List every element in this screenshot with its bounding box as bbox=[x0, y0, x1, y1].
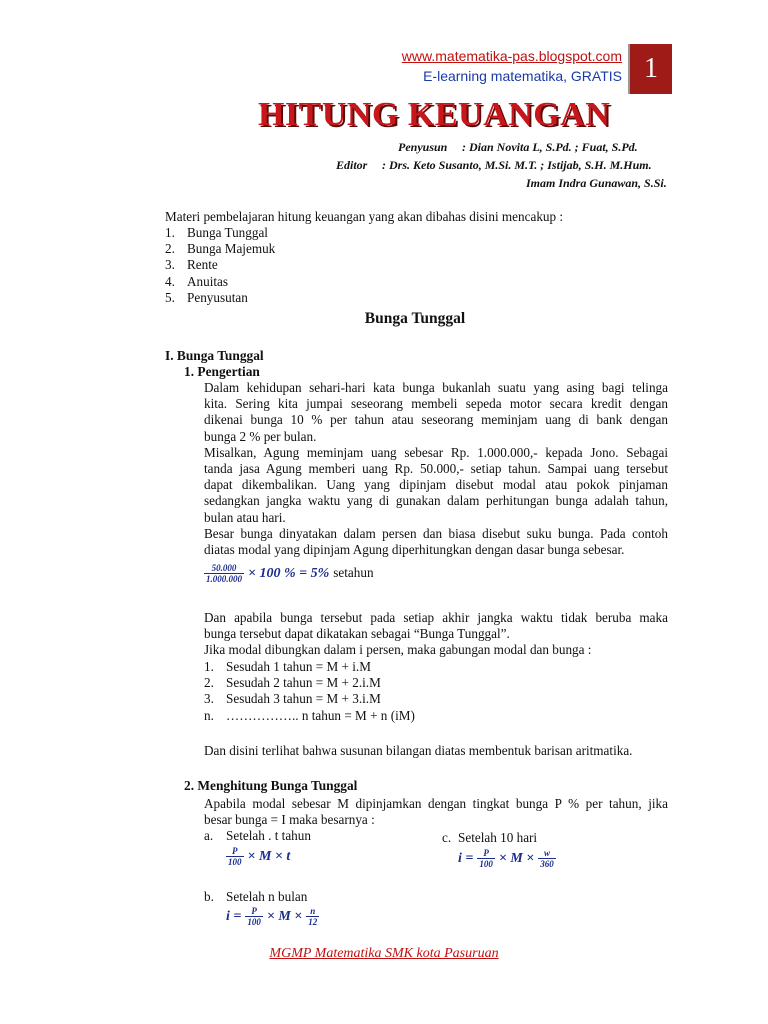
penyusun-value: : Dian Novita L, S.Pd. ; Fuat, S.Pd. bbox=[462, 140, 638, 154]
case-a-label: a. Setelah . t tahun bbox=[204, 828, 311, 843]
formula-suku-bunga: $\frac{50.000}{1.000.000}$ × 100 % = 5% setahun bbox=[206, 563, 374, 584]
document-title: HITUNG KEUANGAN bbox=[258, 96, 611, 133]
list-item: 4. Anuitas bbox=[165, 273, 229, 289]
paragraph-bunga-tunggal: Dan apabila bunga tersebut pada setiap akhir jangka waktu tidak beruba maka bunga tersebut dapat dikatakan sebagai “Bunga Tunggal”. Jika modal dibungkan dalam i persen, maka gabungan modal dan bunga : bbox=[204, 610, 668, 658]
formula-fraction: $\frac{50.000}{1.000.000}$ bbox=[206, 563, 242, 584]
list-item: 3. Rente bbox=[165, 257, 218, 273]
editor-value: : Drs. Keto Susanto, M.Si. M.T. ; Istijab, S.H. M.Hum. bbox=[382, 158, 652, 172]
subsection-heading-pengertian: 1. Pengertian bbox=[184, 364, 260, 379]
paragraph-pengertian: Dalam kehidupan sehari-hari kata bunga bukanlah suatu yang asing bagi telinga kita. Sering kita jumpai seseorang membeli sepeda motor secara kredit dengan dikenai bunga 10 % per tahun atau seseorang meminjam uang di bank dengan bunga 2 % per bulan. Misalkan, Agung meminjam uang sebesar Rp. 1.000.000,- kepada Jono. Sebagai tanda jasa Agung memberi uang Rp. 50.000,- setiap tahun. Sampai uang tersebut dapat dikembalikan. Uang yang dipinjam disebut modal atau pokok pinjaman sedangkan jangka waktu yang di gunakan dalam perhitungan bunga adalah tahun, bulan atau hari. Besar bunga dinyatakan dalam persen dan biasa disebut suku bunga. Pada contoh diatas modal yang dipinjam Agung diperhitungkan dengan dasar bunga sebesar. bbox=[204, 380, 668, 558]
page-number-box: 1 bbox=[630, 44, 672, 94]
list-item: 2. Sesudah 2 tahun = M + 2.i.M bbox=[204, 675, 381, 691]
credit-editor bbox=[336, 158, 652, 173]
list-item: 2. Bunga Majemuk bbox=[165, 241, 276, 257]
paragraph-aritmatika: Dan disini terlihat bahwa susunan bilangan diatas membentuk barisan aritmatika. bbox=[204, 743, 633, 758]
formula-case-b: i = $\frac{P}{100}$ × M × $\frac{n}{12}$ bbox=[226, 906, 318, 927]
header-url-link[interactable]: www.matematika-pas.blogspot.com bbox=[401, 48, 622, 64]
list-item: 1. Bunga Tunggal bbox=[165, 225, 268, 240]
formula-case-c: i = $\frac{P}{100}$ × M × $\frac{w}{360}$ bbox=[458, 848, 554, 869]
section-title: Bunga Tunggal bbox=[364, 310, 466, 327]
header-subtitle: E-learning matematika, GRATIS bbox=[423, 68, 622, 84]
gabungan-list bbox=[204, 659, 504, 724]
list-item: 3. Sesudah 3 tahun = M + 3.i.M bbox=[204, 691, 381, 707]
penyusun-label: Penyusun bbox=[398, 140, 448, 154]
intro-text: Materi pembelajaran hitung keuangan yang akan dibahas disini mencakup : bbox=[165, 209, 564, 224]
formula-case-a: $\frac{P}{100}$ × M × t bbox=[228, 846, 291, 867]
intro-list bbox=[165, 225, 465, 306]
section-heading: I. Bunga Tunggal bbox=[165, 348, 264, 363]
credit-penyusun bbox=[398, 140, 638, 155]
editor-label: Editor bbox=[336, 158, 368, 172]
footer-text: MGMP Matematika SMK kota Pasuruan bbox=[269, 946, 499, 961]
credit-editor-2: Imam Indra Gunawan, S.Si. bbox=[526, 176, 667, 190]
paragraph-menghitung: Apabila modal sebesar M dipinjamkan dengan tingkat bunga P % per tahun, jika besar bunga = I maka besarnya : bbox=[204, 796, 668, 828]
list-item: n. …………….. n tahun = M + n (iM) bbox=[204, 707, 415, 723]
subsection-heading-menghitung: 2. Menghitung Bunga Tunggal bbox=[184, 778, 358, 793]
list-item: 1. Sesudah 1 tahun = M + i.M bbox=[204, 659, 371, 674]
case-b-label: b. Setelah n bulan bbox=[204, 889, 308, 904]
case-c-label: c. Setelah 10 hari bbox=[442, 830, 538, 845]
list-item: 5. Penyusutan bbox=[165, 289, 248, 305]
